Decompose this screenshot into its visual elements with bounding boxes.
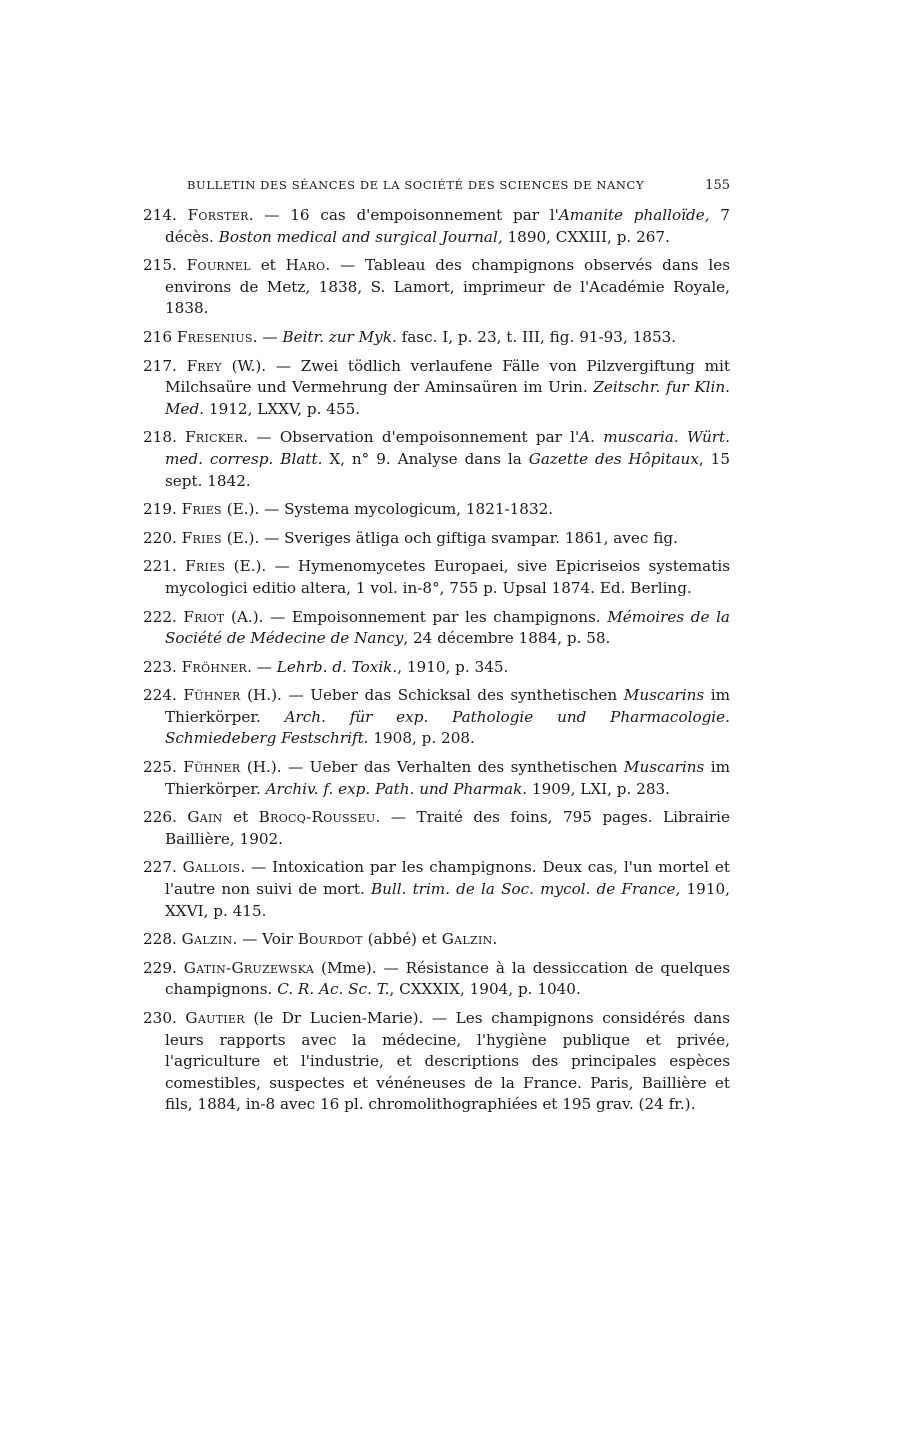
entry-text: im Thierkörper.: [165, 758, 730, 798]
entry-author: Fries: [185, 557, 226, 576]
bibliography-entry: [143, 499, 730, 521]
entry-text: , 15 sept. 1842.: [165, 449, 730, 490]
entry-italic-title: Muscarins: [623, 686, 705, 705]
entry-text: (H.). — Ueber das Schicksal des synthetischen: [240, 686, 624, 705]
bibliography-entry: [143, 255, 731, 320]
entry-author: Fühner: [183, 758, 241, 777]
entry-text: . — Observation d'empoisonnement par l': [243, 428, 580, 447]
entry-text: . — Traité des foins, 795 pages. Librairie Baillière, 1902.: [165, 808, 730, 848]
entry-author: Frey: [186, 356, 222, 375]
entry-text: 228.: [143, 930, 182, 949]
entry-text: . — Intoxication par les champignons. Deux cas, l'un mortel et l'autre non suivi de mort.: [165, 858, 730, 899]
entry-text: 220.: [143, 528, 182, 547]
entry-text: , 24 décembre 1884, p. 58.: [403, 629, 611, 648]
entry-text: 221.: [143, 557, 186, 576]
entry-text: (abbé) et: [362, 930, 442, 949]
entry-author: Gatin-Gruzewska: [183, 958, 315, 977]
entry-text: .: [492, 930, 498, 949]
entry-text: X, n° 9. Analyse dans la: [322, 449, 529, 468]
header-title: BULLETIN DES SÉANCES DE LA SOCIÉTÉ DES SCIENCES DE NANCY: [187, 178, 645, 192]
entry-text: 214.: [143, 206, 188, 224]
bibliography-entry: [143, 427, 730, 492]
entry-italic-title: Archiv. f. exp. Path. und Pharmak.: [265, 779, 528, 798]
entry-text: (Mme). — Résistance à la dessiccation de quelques champignons.: [165, 958, 730, 999]
entry-text: (A.). — Empoisonnement par les champignons.: [224, 607, 608, 626]
entry-text: 226.: [143, 808, 188, 827]
bibliography-entry: [143, 556, 730, 599]
entry-text: 216: [143, 327, 177, 346]
entry-text: . — 16 cas d'empoisonnement par l': [248, 206, 559, 224]
entry-text: et: [250, 256, 286, 275]
entry-text: fasc. I, p. 23, t. III, fig. 91-93, 1853.: [396, 327, 677, 346]
entry-author: Galzin: [181, 930, 233, 949]
entry-author: Fricker: [185, 428, 244, 447]
entry-text: (H.). — Ueber das Verhalten des synthetischen: [240, 758, 624, 777]
bibliography-entry: [143, 607, 730, 650]
entry-text: (E.). — Hymenomycetes Europaei, sive Epicriseios systematis mycologici editio altera, 1 vol. in-8°, 755 p. Upsal 1874. Ed. Berling.: [165, 557, 730, 597]
bibliography-entry: [143, 685, 730, 750]
entry-author: Fries: [181, 500, 222, 519]
running-header: [187, 178, 730, 193]
entry-text: 225.: [143, 758, 184, 777]
bibliography-entry: [143, 657, 730, 679]
entry-author: Gautier: [185, 1009, 245, 1027]
entry-text: . —: [247, 657, 277, 676]
bibliography-entry: [143, 857, 730, 922]
bibliography-entry: [143, 327, 730, 349]
entry-italic-title: Lehrb. d. Toxik.: [276, 657, 398, 676]
entry-text: et: [222, 808, 259, 827]
entry-text: 230.: [143, 1009, 186, 1027]
entry-text: 1908, p. 208.: [368, 729, 475, 748]
entry-text: 1909, LXI, p. 283.: [527, 779, 670, 798]
bibliography-entry: [143, 757, 730, 800]
entry-author: Brocq-Rousseu: [258, 808, 376, 827]
entry-author: Fröhner: [181, 657, 248, 676]
entry-author: Gain: [187, 808, 223, 827]
entry-italic-title: Arch. für exp. Pathologie und Pharmacologie. Schmiedeberg Festschrift.: [165, 707, 730, 748]
entry-author: Galzin: [441, 930, 493, 949]
document-page: [143, 178, 731, 1123]
entry-author: Forster: [187, 206, 249, 224]
entry-text: . —: [252, 327, 283, 346]
entry-italic-title: Zeitschr. fur Klin. Med.: [165, 378, 730, 418]
bibliography-entry: [143, 958, 730, 1001]
entry-author: Friot: [183, 607, 225, 626]
page-number: 155: [705, 178, 730, 193]
bibliography-entry: [143, 205, 730, 248]
entry-text: 227.: [143, 858, 183, 877]
entry-text: 1910, XXVI, p. 415.: [165, 880, 730, 920]
entry-text: 217.: [143, 356, 187, 375]
entry-italic-title: Mémoires de la Société de Médecine de Nancy: [165, 607, 730, 648]
entry-italic-title: Bull. trim. de la Soc. mycol. de France,: [370, 880, 681, 899]
entry-text: . — Tableau des champignons observés dans les environs de Metz, 1838, S. Lamort, imprimeur de l'Académie Royale, 1838.: [165, 256, 731, 318]
entry-text: 1890, CXXIII, p. 267.: [502, 227, 670, 246]
bibliography-entry: [143, 356, 730, 421]
entry-author: Gallois: [182, 858, 241, 877]
entry-italic-title: Amanite phalloïde,: [558, 206, 710, 224]
entry-text: , CXXXIX, 1904, p. 1040.: [389, 980, 581, 999]
bibliography-entry: [143, 528, 730, 550]
entry-text: 7 décès.: [165, 206, 730, 246]
entry-author: Fournel: [186, 256, 251, 275]
bibliography-list: [143, 205, 731, 1116]
entry-text: (E.). — Systema mycologicum, 1821-1832.: [221, 500, 554, 519]
entry-author: Fries: [181, 528, 222, 547]
entry-italic-title: Beitr. zur Myk.: [282, 327, 397, 346]
entry-text: 224.: [143, 686, 184, 705]
entry-text: (W.). — Zwei tödlich verlaufene Fälle von Pilzvergiftung mit Milchsaüre und Vermehrung der Aminsaüren im Urin.: [165, 356, 730, 397]
entry-author: Fresenius: [176, 327, 253, 346]
entry-text: 1912, LXXV, p. 455.: [204, 399, 361, 418]
entry-text: (E.). — Sveriges ätliga och giftiga svampar. 1861, avec fig.: [221, 528, 678, 547]
bibliography-entry: [143, 807, 730, 850]
entry-italic-title: C. R. Ac. Sc. T.: [277, 980, 390, 999]
entry-text: 219.: [143, 500, 182, 519]
entry-italic-title: A. muscaria. Würt. med. corresp. Blatt.: [165, 428, 730, 468]
entry-text: im Thierkörper.: [165, 686, 730, 726]
entry-text: . — Voir: [232, 930, 298, 949]
entry-author: Haro: [285, 256, 326, 275]
entry-text: 229.: [143, 958, 184, 977]
entry-text: 218.: [143, 428, 186, 447]
bibliography-entry: [143, 929, 730, 951]
entry-italic-title: Gazette des Hôpitaux: [528, 449, 699, 468]
entry-italic-title: Boston medical and surgical Journal,: [218, 227, 503, 246]
entry-text: 215.: [143, 256, 187, 275]
entry-author: Fühner: [183, 686, 241, 705]
entry-text: 222.: [143, 607, 184, 626]
entry-italic-title: Muscarins: [623, 758, 705, 777]
entry-text: (le Dr Lucien-Marie). — Les champignons considérés dans leurs rapports avec la médecine, l'hygiène publique et privée, l'agriculture et l'industrie, et descriptions des principales espèces comestibles, suspectes et vénéneuses de la France. Paris, Baillière et fils, 1884, in-8 avec 16 pl. chromolithographiées et 195 grav. (24 fr.).: [165, 1009, 730, 1114]
bibliography-entry: [143, 1008, 730, 1116]
entry-text: 223.: [143, 657, 182, 676]
entry-author: Bourdot: [297, 930, 363, 949]
entry-text: , 1910, p. 345.: [397, 657, 509, 676]
